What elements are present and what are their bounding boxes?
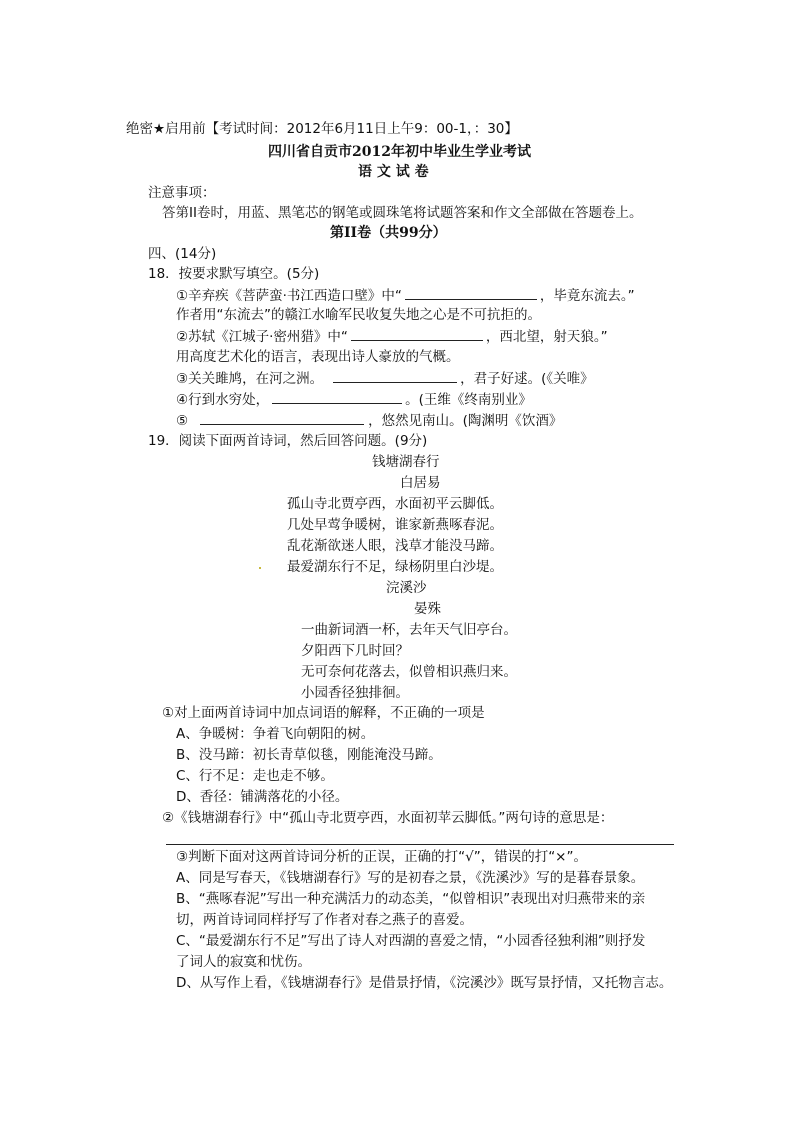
poem1-author: 白居易 <box>400 475 441 491</box>
q18-item2a-pre: ②苏轼《江城子·密州猎》中“ <box>176 329 348 345</box>
q19-sub1-option: C、行不足：走也走不够。 <box>176 768 334 784</box>
q19-stem: 19．阅读下面两首诗词，然后回答问题。(9分) <box>148 433 428 449</box>
notice-label: 注意事项： <box>148 185 216 201</box>
q19-sub1-option: A、争暖树：争着飞向朝阳的树。 <box>176 726 375 742</box>
poem1-title: 钱塘湖春行 <box>372 454 440 470</box>
q18-stem: 18．按要求默写填空。(5分) <box>148 266 320 282</box>
stray-dot <box>259 567 261 569</box>
q18-item5-pre: ⑤ <box>176 413 189 429</box>
q18-item2a-post: ，西北望，射天狼。” <box>485 329 608 345</box>
q19-sub3-option: 切，两首诗词同样抒写了作者对春之燕子的喜爱。 <box>176 912 473 928</box>
poem2-line: 一曲新词酒一杯，去年天气旧亭台。 <box>301 622 517 638</box>
q19-sub3-option: A、同是写春天，《钱塘湖春行》写的是初春之景，《洗溪沙》写的是暮春景象。 <box>176 870 645 886</box>
q19-sub3-option: B、“燕啄春泥”写出一种充满活力的动态美，“似曾相识”表现出对归燕带来的亲 <box>176 891 646 907</box>
notice-text: 答第II卷时，用蓝、黑笔芯的钢笔或圆珠笔将试题答案和作文全部做在答题卷上。 <box>162 205 643 221</box>
secret-line: 绝密★启用前【考试时间：2012年6月11日上午9：00-1，：30】 <box>126 121 518 137</box>
q19-sub3-option: 了词人的寂寞和忧伤。 <box>176 954 311 970</box>
part2-title: 第II卷（共99分） <box>330 225 447 241</box>
poem2-title: 浣溪沙 <box>386 580 427 596</box>
q18-item1b: 作者用“东流去”的赣江水喻军民收复失地之心是不可抗拒的。 <box>176 307 541 323</box>
poem2-line: 夕阳西下几时回？ <box>301 643 409 659</box>
q18-item3-pre: ③关关雎鸠，在河之洲。 <box>176 371 324 387</box>
q18-item5-post: ，悠然见南山。(陶渊明《饮酒》 <box>368 413 563 429</box>
section4-heading: 四、(14分) <box>148 246 217 262</box>
q19-sub2-answer-line[interactable] <box>166 844 674 845</box>
q19-sub1-option: B、没马蹄：初长青草似毯，刚能淹没马蹄。 <box>176 747 442 763</box>
poem1-line: 最爱湖东行不足，绿杨阴里白沙堤。 <box>287 559 503 575</box>
q19-sub2-question: ②《钱塘湖春行》中“孤山寺北贾亭西，水面初苹云脚低。”两句诗的意思是： <box>162 810 614 826</box>
q19-sub3-option: D、从写作上看，《钱塘湖春行》是借景抒情，《浣溪沙》既写景抒情，又托物言志。 <box>176 975 673 991</box>
poem1-line: 乱花渐欲迷人眼，浅草才能没马蹄。 <box>287 538 503 554</box>
q19-sub3-option: C、“最爱湖东行不足”写出了诗人对西湖的喜爱之情，“小园香径独利湘”则抒发 <box>176 933 646 949</box>
paper-subject: 语 文 试 卷 <box>358 164 429 180</box>
q18-item4-pre: ④行到水穷处， <box>176 392 270 408</box>
q19-sub1-option: D、香径：铺满落花的小径。 <box>176 789 349 805</box>
q18-item4-post: 。(王维《终南别业》 <box>405 392 532 408</box>
q18-item4 <box>176 389 532 410</box>
q18-item3 <box>176 368 594 389</box>
q18-item2a-blank[interactable] <box>351 326 483 341</box>
q18-item1a-pre: ①辛弃疾《菩萨蛮·书江西造口壁》中“ <box>176 288 402 304</box>
q18-item1a-post: ，毕竟东流去。” <box>539 288 635 304</box>
poem2-line: 小园香径独排徊。 <box>301 685 409 701</box>
q18-item5-blank[interactable] <box>200 410 364 425</box>
q18-item3-post: ，君子好逑。(《关唯》 <box>460 371 594 387</box>
q18-item3-blank[interactable] <box>333 368 457 383</box>
q18-item2a <box>176 326 608 347</box>
q18-item1a-blank[interactable] <box>405 285 537 300</box>
q19-sub3-question: ③判断下面对这两首诗词分析的正误，正确的打“√”，错误的打“×”。 <box>176 849 587 865</box>
poem1-line: 几处早莺争暖树，谁家新燕啄春泥。 <box>287 517 503 533</box>
q18-item2b: 用高度艺术化的语言，表现出诗人豪放的气概。 <box>176 349 460 365</box>
q18-item5 <box>176 410 562 431</box>
q18-item4-blank[interactable] <box>272 389 402 404</box>
poem1-line: 孤山寺北贾亭西，水面初平云脚低。 <box>287 496 503 512</box>
q18-item1a <box>176 285 635 306</box>
poem2-author: 晏殊 <box>414 601 441 617</box>
q19-sub1-question: ①对上面两首诗词中加点词语的解释，不正确的一项是 <box>162 705 485 721</box>
exam-title: 四川省自贡市2012年初中毕业生学业考试 <box>268 144 531 160</box>
poem2-line: 无可奈何花落去，似曾相识燕归来。 <box>301 664 517 680</box>
